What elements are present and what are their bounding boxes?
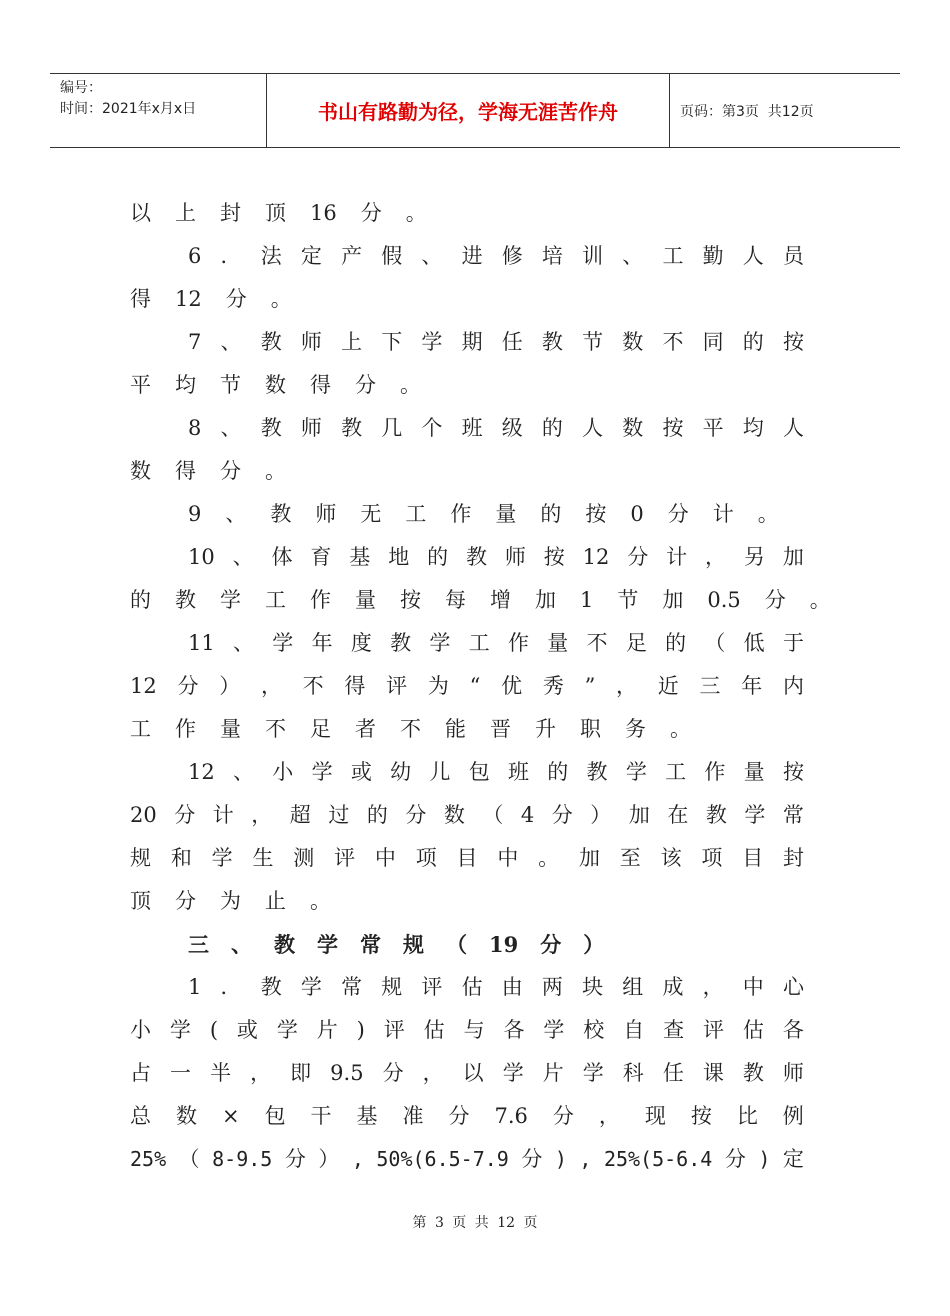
- text-line: 10 、 体 育 基 地 的 教 师 按 12 分 计 ， 另 加: [188, 545, 804, 569]
- text-line: 8 、 教 师 教 几 个 班 级 的 人 数 按 平 均 人: [188, 416, 804, 440]
- text-line: 规 和 学 生 测 评 中 项 目 中 。 加 至 该 项 目 封: [130, 846, 804, 870]
- section-heading: 三 、 教 学 常 规 （ 19 分 ）: [188, 932, 605, 957]
- text-line: 得 12 分 。: [130, 287, 292, 311]
- header-page-number: 页码：第3页 共12页: [680, 103, 814, 120]
- document-time-label: 时间：2021年x月x日: [60, 101, 197, 117]
- text-line: 数 得 分 。: [130, 459, 286, 483]
- text-line: 平 均 节 数 得 分 。: [130, 373, 421, 397]
- text-line: 的 教 学 工 作 量 按 每 增 加 1 节 加 0.5 分 。: [130, 588, 831, 612]
- document-number-label: 编号：: [60, 80, 102, 96]
- text-line: 顶 分 为 止 。: [130, 889, 331, 913]
- header-motto: 书山有路勤为径，学海无涯苦作舟: [267, 74, 670, 147]
- text-line: 12 分 ） ， 不 得 评 为 “ 优 秀 ” ， 近 三 年 内: [130, 674, 804, 698]
- text-line: 7 、 教 师 上 下 学 期 任 教 节 数 不 同 的 按: [188, 330, 804, 354]
- text-line: 20 分 计 ， 超 过 的 分 数 （ 4 分 ） 加 在 教 学 常: [130, 803, 804, 827]
- document-header: [50, 73, 900, 148]
- text-line: 25% （ 8-9.5 分 ） , 50%(6.5-7.9 分 ) , 25%(5-6.4 分 ) 定: [130, 1147, 804, 1171]
- page-footer: 第 3 页 共 12 页: [412, 1215, 538, 1231]
- text-line: 小 学 ( 或 学 片 ) 评 估 与 各 学 校 自 查 评 估 各: [130, 1018, 804, 1042]
- text-line: 总 数 × 包 干 基 准 分 7.6 分 ， 现 按 比 例: [130, 1104, 804, 1128]
- document-body: [130, 192, 831, 1181]
- header-page-info: [670, 74, 900, 147]
- text-line: 占 一 半 ， 即 9.5 分 ， 以 学 片 学 科 任 课 教 师: [130, 1061, 804, 1085]
- text-line: 工 作 量 不 足 者 不 能 晋 升 职 务 。: [130, 717, 691, 741]
- text-line: 9 、 教 师 无 工 作 量 的 按 0 分 计 。: [188, 502, 779, 526]
- text-line: 6 ． 法 定 产 假 、 进 修 培 训 、 工 勤 人 员: [188, 244, 804, 268]
- text-line: 12 、 小 学 或 幼 儿 包 班 的 教 学 工 作 量 按: [188, 760, 804, 784]
- text-line: 11 、 学 年 度 教 学 工 作 量 不 足 的 （ 低 于: [188, 631, 804, 655]
- header-meta: [50, 74, 267, 147]
- text-line: 1 ． 教 学 常 规 评 估 由 两 块 组 成 ， 中 心: [188, 975, 804, 999]
- text-line: 以 上 封 顶 16 分 。: [130, 201, 427, 225]
